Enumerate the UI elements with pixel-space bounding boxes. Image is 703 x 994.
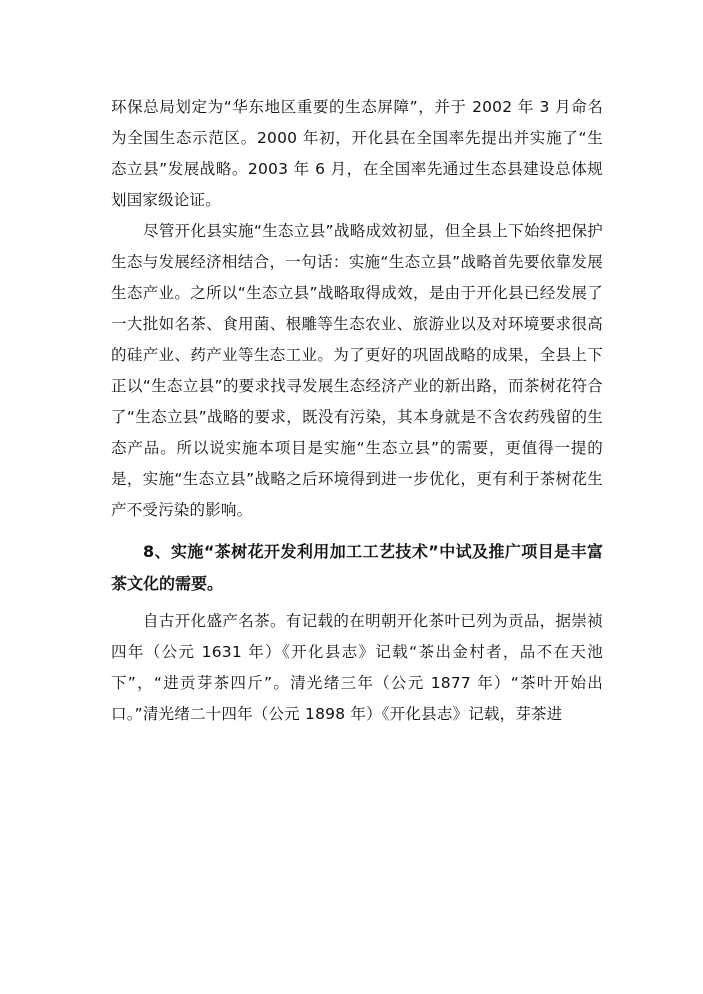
paragraph-eco-demonstration: 环保总局划定为“华东地区重要的生态屏障”，并于 2002 年 3 月命名为全国生态示范区。2000 年初，开化县在全国率先提出并实施了“生态立县”发展战略。2003 年 6 月，在全国率先通过生态县建设总体规划国家级论证。 (111, 98, 603, 209)
paragraph-eco-county-strategy: 尽管开化县实施“生态立县”战略成效初显，但全县上下始终把保护生态与发展经济相结合，一句话：实施“生态立县”战略首先要依靠发展生态产业。之所以“生态立县”战略取得成效，是由于开化县已经发展了一大批如名茶、食用菌、根雕等生态农业、旅游业以及对环境要求很高的硅产业、药产业等生态工业。为了更好的巩固战略的成果，全县上下正以“生态立县”的要求找寻发展生态经济产业的新出路，而茶树花符合了“生态立县”战略的要求，既没有污染，其本身就是不含农药残留的生态产品。所以说实施本项目是实施“生态立县”的需要，更值得一提的是，实施“生态立县”战略之后环境得到进一步优化，更有利于茶树花生产不受污染的影响。 (111, 222, 603, 519)
section-heading-8: 8、实施“茶树花开发利用加工工艺技术”中试及推广项目是丰富茶文化的需要。 (111, 542, 603, 593)
document-body (111, 92, 603, 730)
paragraph-tea-history: 自古开化盛产名茶。有记载的在明朝开化茶叶已列为贡品，据崇祯四年（公元 1631 年）《开化县志》记载“茶出金村者，品不在天池下”，“进贡芽茶四斤”。清光绪三年（公元 1877 年）“茶叶开始出口。”清光绪二十四年（公元 1898 年）《开化县志》记载，芽茶进 (111, 612, 603, 723)
